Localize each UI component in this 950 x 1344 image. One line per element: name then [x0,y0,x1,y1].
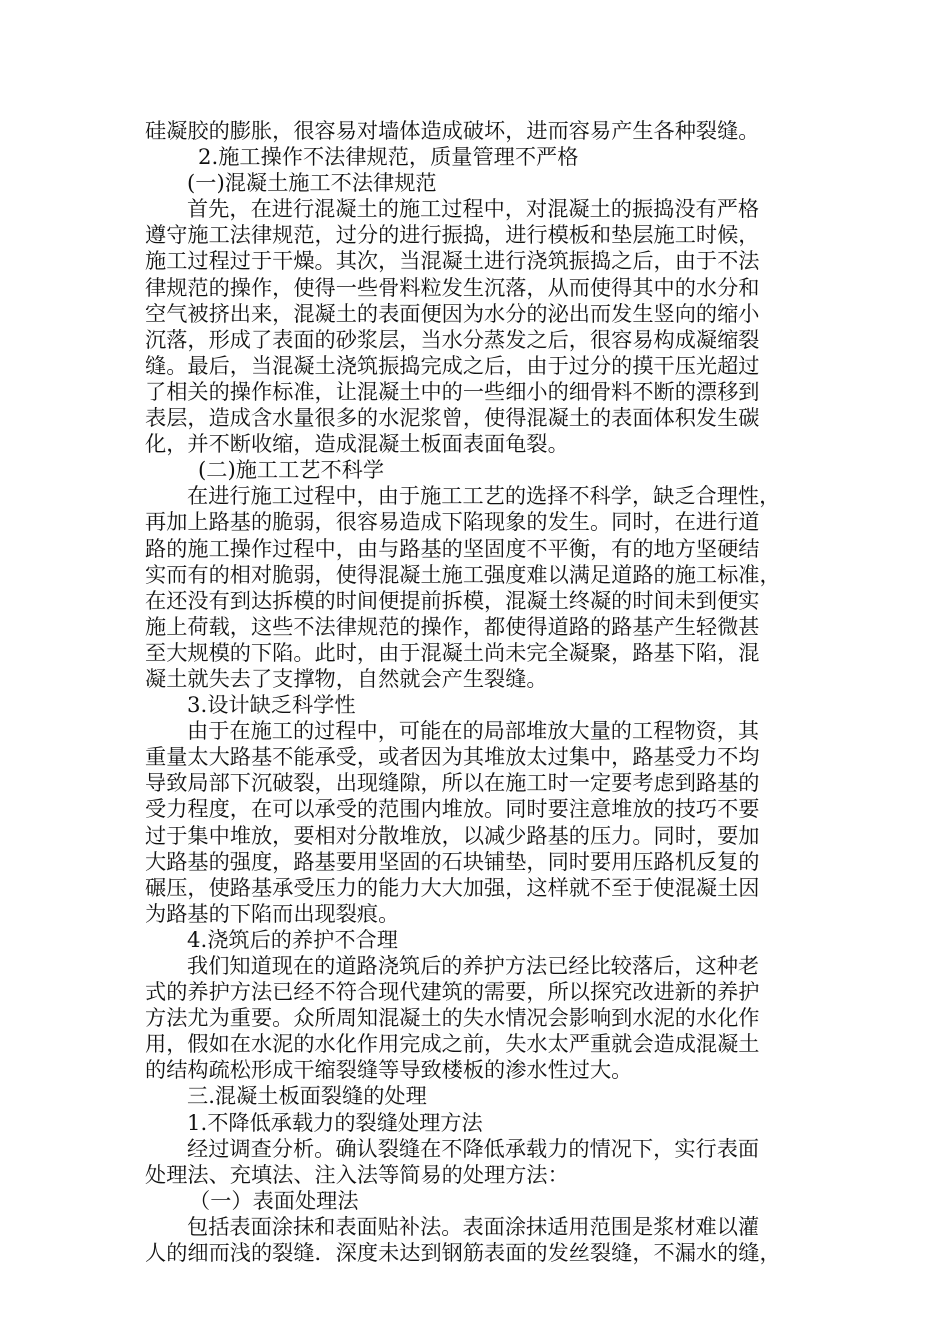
text-line: 受力程度，在可以承受的范围内堆放。同时要注意堆放的技巧不要 [145,796,760,822]
document-body [145,118,805,1266]
text-line: 为路基的下陷而出现裂痕。 [145,900,400,926]
text-line: 再加上路基的脆弱，很容易造成下陷现象的发生。同时，在进行道 [145,509,760,535]
text-line: 实而有的相对脆弱，使得混凝土施工强度难以满足道路的施工标准， [145,561,781,587]
text-line: 在进行施工过程中，由于施工工艺的选择不科学，缺乏合理性， [187,483,781,509]
text-line: 过于集中堆放，要相对分散堆放，以减少路基的压力。同时，要加 [145,822,760,848]
text-line: 经过调查分析。确认裂缝在不降低承载力的情况下，实行表面 [187,1135,760,1161]
text-line: (一)混凝土施工不法律规范 [187,170,437,196]
text-line: 1.不降低承载力的裂缝处理方法 [187,1109,483,1135]
text-line: 的结构疏松形成干缩裂缝等导致楼板的渗水性过大。 [145,1057,633,1083]
text-line: 缝。最后，当混凝土浇筑振捣完成之后，由于过分的摸干压光超过 [145,352,760,378]
text-line: 包括表面涂抹和表面贴补法。表面涂抹适用范围是浆材难以灌 [187,1213,760,1239]
text-line: 我们知道现在的道路浇筑后的养护方法已经比较落后，这种老 [187,953,760,978]
text-line: （一）表面处理法 [189,1187,359,1213]
text-line: 凝土就失去了支撑物，自然就会产生裂缝。 [145,665,548,691]
text-line: 硅凝胶的膨胀，很容易对墙体造成破坏，进而容易产生各种裂缝。 [145,118,760,143]
text-line: (二)施工工艺不科学 [198,457,385,483]
text-line: 处理法、充填法、注入法等简易的处理方法： [145,1161,569,1187]
text-line: 了相关的操作标准，让混凝土中的一些细小的细骨料不断的漂移到 [145,378,760,404]
text-line: 碾压，使路基承受压力的能力大大加强，这样就不至于使混凝土因 [145,874,760,900]
text-line: 沉落，形成了表面的砂浆层，当水分蒸发之后，很容易构成凝缩裂 [145,326,760,352]
text-line: 方法尤为重要。众所周知混凝土的失水情况会影响到水泥的水化作 [145,1005,760,1031]
text-line: 施工过程过于干燥。其次，当混凝土进行浇筑振捣之后，由于不法 [145,248,760,274]
text-line: 重量太大路基不能承受，或者因为其堆放太过集中，路基受力不均 [145,744,760,770]
text-line: 3.设计缺乏科学性 [187,692,356,718]
text-line: 路的施工操作过程中，由与路基的坚固度不平衡，有的地方坚硬结 [145,535,760,561]
text-line: 化，并不断收缩，造成混凝土板面表面龟裂。 [145,431,569,457]
text-line: 由于在施工的过程中，可能在的局部堆放大量的工程物资，其 [187,718,760,744]
text-line: 4.浇筑后的养护不合理 [187,926,398,952]
text-line: 人的细而浅的裂缝．深度未达到钢筋表面的发丝裂缝，不漏水的缝， [145,1240,781,1266]
text-line: 2.施工操作不法律规范，质量管理不严格 [198,144,579,170]
text-line: 施上荷载，这些不法律规范的操作，都使得道路的路基产生轻微甚 [145,613,760,639]
text-line: 导致局部下沉破裂，出现缝隙，所以在施工时一定要考虑到路基的 [145,770,760,796]
text-line: 表层，造成含水量很多的水泥浆曾，使得混凝土的表面体积发生碳 [145,405,760,431]
text-line: 遵守施工法律规范，过分的进行振捣，进行模板和垫层施工时候， [145,222,760,248]
text-line: 首先，在进行混凝土的施工过程中，对混凝土的振捣没有严格 [187,196,760,222]
text-line: 三.混凝土板面裂缝的处理 [187,1083,427,1109]
text-line: 至大规模的下陷。此时，由于混凝土尚未完全凝聚，路基下陷，混 [145,639,760,665]
text-line: 大路基的强度，路基要用坚固的石块铺垫，同时要用压路机反复的 [145,848,760,874]
text-line: 式的养护方法已经不符合现代建筑的需要，所以探究改进新的养护 [145,979,760,1005]
text-line: 用，假如在水泥的水化作用完成之前，失水太严重就会造成混凝土 [145,1031,760,1057]
text-line: 律规范的操作，使得一些骨料粒发生沉落，从而使得其中的水分和 [145,274,760,300]
text-line: 在还没有到达拆模的时间便提前拆模，混凝土终凝的时间未到便实 [145,587,760,613]
text-line: 空气被挤出来，混凝土的表面便因为水分的泌出而发生竖向的缩小 [145,300,760,326]
